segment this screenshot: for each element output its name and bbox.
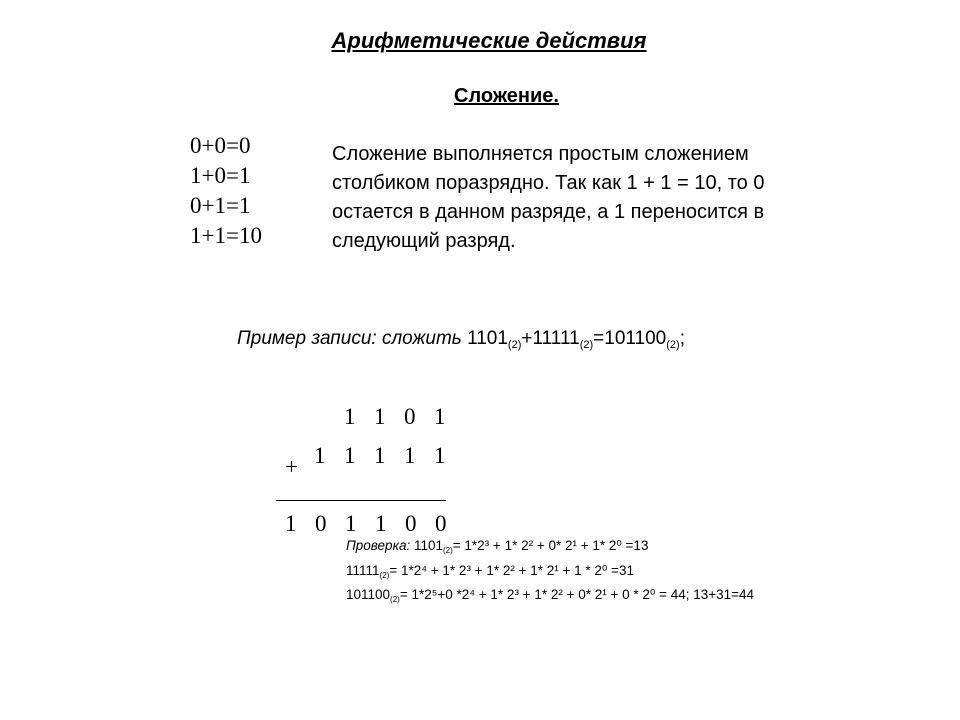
- base-subscript: (2): [666, 339, 680, 351]
- digit: 0: [404, 404, 416, 429]
- digit: 1: [434, 443, 446, 468]
- addition-rules: [190, 131, 262, 251]
- check-number: 101100: [346, 587, 391, 602]
- example-line: [237, 324, 685, 354]
- equals-sign: =: [593, 328, 605, 349]
- column-row-first-operand: [344, 402, 464, 432]
- check-number: 1101: [413, 538, 443, 553]
- digit: 1: [434, 404, 446, 429]
- rule-line: 1+1=10: [190, 223, 262, 248]
- base-subscript: (2): [443, 546, 453, 555]
- digit: 1: [374, 404, 386, 429]
- check-line: [346, 560, 634, 582]
- digit: 1: [314, 443, 326, 468]
- digit: 1: [344, 404, 356, 429]
- page-title: Арифметические действия: [331, 28, 647, 53]
- base-subscript: (2): [390, 595, 400, 604]
- rule-line: 1+0=1: [190, 163, 251, 188]
- example-lead: Пример записи: сложить: [237, 328, 462, 349]
- example-end: ;: [679, 328, 685, 349]
- check-expression: = 1*2³ + 1* 2² + 0* 2¹ + 1* 2⁰ =13: [452, 538, 649, 553]
- example-result: 101100: [604, 328, 667, 349]
- column-plus-sign: +: [285, 454, 298, 479]
- digit: 0: [405, 511, 417, 536]
- digit: 1: [345, 511, 357, 536]
- example-operand-a: 1101: [467, 328, 508, 349]
- base-subscript: (2): [379, 571, 390, 580]
- digit: 1: [374, 443, 386, 468]
- check-number: 11111: [346, 563, 380, 578]
- base-subscript: (2): [507, 339, 522, 351]
- example-operand-b: 11111: [532, 328, 580, 349]
- digit: 1: [375, 511, 387, 536]
- sum-line: [276, 500, 446, 501]
- rule-line: 0+1=1: [190, 193, 251, 218]
- check-expression: = 1*2⁴ + 1* 2³ + 1* 2² + 1* 2¹ + 1 * 2⁰ =31: [389, 563, 634, 578]
- digit: 0: [315, 511, 327, 536]
- digit: 1: [285, 511, 297, 536]
- check-line: [346, 535, 648, 557]
- check-line: [346, 584, 754, 606]
- explanation-text: Сложение выполняется простым сложением столбиком поразрядно. Так как 1 + 1 = 10, то 0 остается в данном разряде, а 1 переносится в следующий разряд.: [332, 143, 765, 252]
- section-subtitle: Сложение.: [454, 85, 559, 107]
- rule-line: 0+0=0: [190, 133, 251, 158]
- digit: 1: [404, 443, 416, 468]
- column-row-second-operand: [314, 441, 464, 471]
- digit: 0: [435, 511, 447, 536]
- plus-sign: +: [521, 328, 533, 349]
- base-subscript: (2): [579, 339, 594, 351]
- check-expression: = 1*2⁵+0 *2⁴ + 1* 2³ + 1* 2² + 0* 2¹ + 0 * 2⁰ = 44; 13+31=44: [399, 587, 755, 602]
- digit: 1: [344, 443, 356, 468]
- check-lead: Проверка:: [346, 538, 411, 553]
